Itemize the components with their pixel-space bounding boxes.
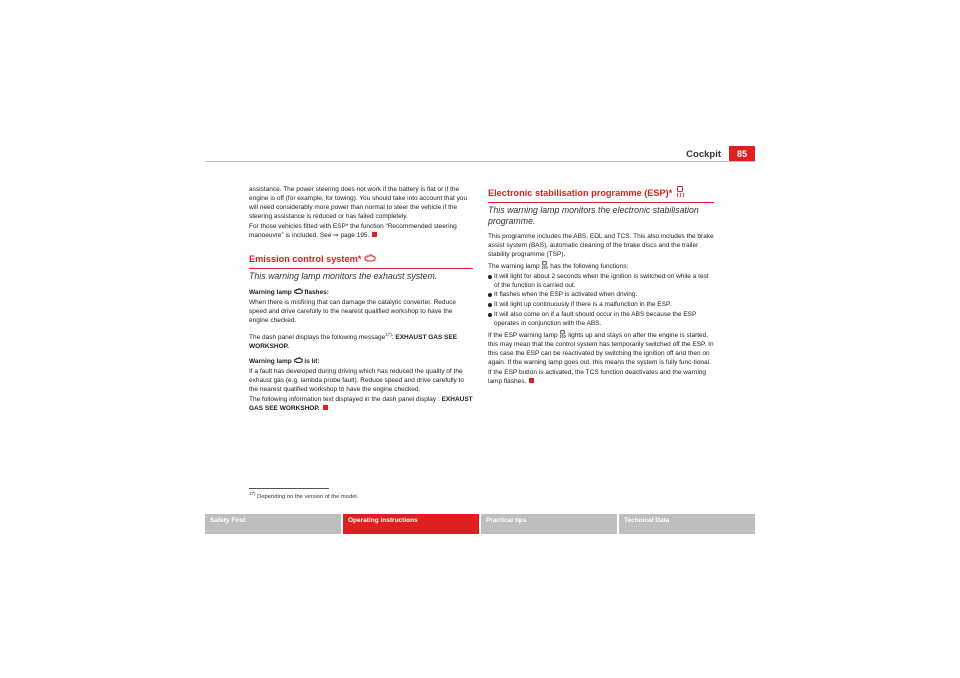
lit-heading: Warning lamp is lit: bbox=[249, 358, 320, 366]
engine-warning-icon bbox=[294, 357, 303, 364]
esp-intro-paragraph: This programme includes the ABS, EDL and TCS. This also includes the brake assist system (BAS), automatic cleaning of the brake discs and the trailer stability programme (TSP). bbox=[488, 233, 714, 258]
section-end-mark bbox=[323, 405, 328, 410]
right-column bbox=[488, 186, 714, 388]
esp-lamp-on-paragraph: If the ESP warning lamp lights up and stays on after the engine is started, this may mean that the control system has temporarily switched off the ESP. In this case the ESP can be reactivated by switching the ignition off and then on again. If the warning lamp goes out, this means the system is fully func-tional. bbox=[488, 332, 714, 366]
section-end-mark bbox=[529, 378, 534, 383]
list-item: It will also come on if a fault should occur in the ABS because the ESP operates in conjunction with the ABS. bbox=[488, 311, 714, 329]
esp-function-list bbox=[488, 273, 714, 329]
info-text-paragraph: The following information text displayed in the dash panel display : EXHAUST GAS SEE WORKSHOP. bbox=[249, 395, 473, 412]
tab-technical-data[interactable]: Technical Data bbox=[619, 514, 755, 534]
esp-skid-icon bbox=[541, 261, 548, 269]
esp-section-title: Electronic stabilisation programme (ESP)* bbox=[488, 186, 714, 203]
intro-paragraph: assistance. The power steering does not work if the battery is flat or if the engine is off (for example, for towing). You should take into account that you will need considerably more power than normal to steer the vehicle if the steering assistance is reduced or has failed completely. bbox=[249, 186, 468, 220]
list-item: It will light for about 2 seconds when the ignition is switched on while a test of the function is carried out. bbox=[488, 273, 714, 291]
esp-skid-icon bbox=[675, 186, 685, 197]
emission-section-subtitle: This warning lamp monitors the exhaust system. bbox=[249, 271, 438, 282]
tab-practical-tips[interactable]: Practical tips bbox=[481, 514, 617, 534]
esp-button-paragraph: If the ESP button is activated, the TCS function deactivates and the warning lamp flashes. bbox=[488, 368, 707, 385]
list-item: It flashes when the ESP is activated when driving. bbox=[488, 291, 714, 300]
lit-text: If a fault has developed during driving which has reduced the quality of the exhaust gas (e.g. lambda probe fault). Reduce speed and drive carefully to the nearest qualified workshop to have the engine checked. bbox=[249, 367, 464, 393]
dash-message-paragraph: The dash panel displays the following message$^{17)}$: EXHAUST GAS SEE WORKSHOP. bbox=[249, 332, 458, 351]
page-header bbox=[205, 146, 755, 162]
esp-functions-intro: The warning lamp has the following functions: bbox=[488, 262, 629, 270]
esp-skid-icon bbox=[559, 330, 566, 338]
section-end-mark bbox=[372, 232, 377, 237]
footnote: $^{17)}$ Depending on the version of the model. bbox=[249, 491, 359, 500]
tab-safety-first[interactable]: Safety First bbox=[205, 514, 341, 534]
flashes-text: When there is misfiring that can damage the catalytic converter. Reduce speed and drive carefully to the nearest qualified workshop to have the engine checked. bbox=[249, 299, 457, 325]
header-rule bbox=[205, 161, 755, 162]
emission-section-title: Emission control system* bbox=[249, 254, 473, 269]
left-column bbox=[249, 186, 473, 414]
engine-warning-icon bbox=[364, 254, 376, 263]
engine-warning-icon bbox=[294, 288, 303, 295]
chapter-title: Cockpit bbox=[686, 149, 721, 160]
tab-operating-instructions[interactable]: Operating instructions bbox=[343, 514, 479, 534]
footer-tabs bbox=[205, 514, 755, 534]
list-item: It will light up continuously if there is a malfunction in the ESP. bbox=[488, 301, 714, 310]
flashes-heading: Warning lamp flashes: bbox=[249, 289, 329, 297]
footnote-rule bbox=[249, 488, 329, 489]
esp-note-paragraph: For those vehicles fitted with ESP* the function “Recommended steering manoeuvre” is included. See ⇒ page 195. bbox=[249, 222, 457, 239]
esp-section-subtitle: This warning lamp monitors the electronic stabilisation programme. bbox=[488, 205, 699, 226]
page-number: 85 bbox=[729, 146, 755, 162]
